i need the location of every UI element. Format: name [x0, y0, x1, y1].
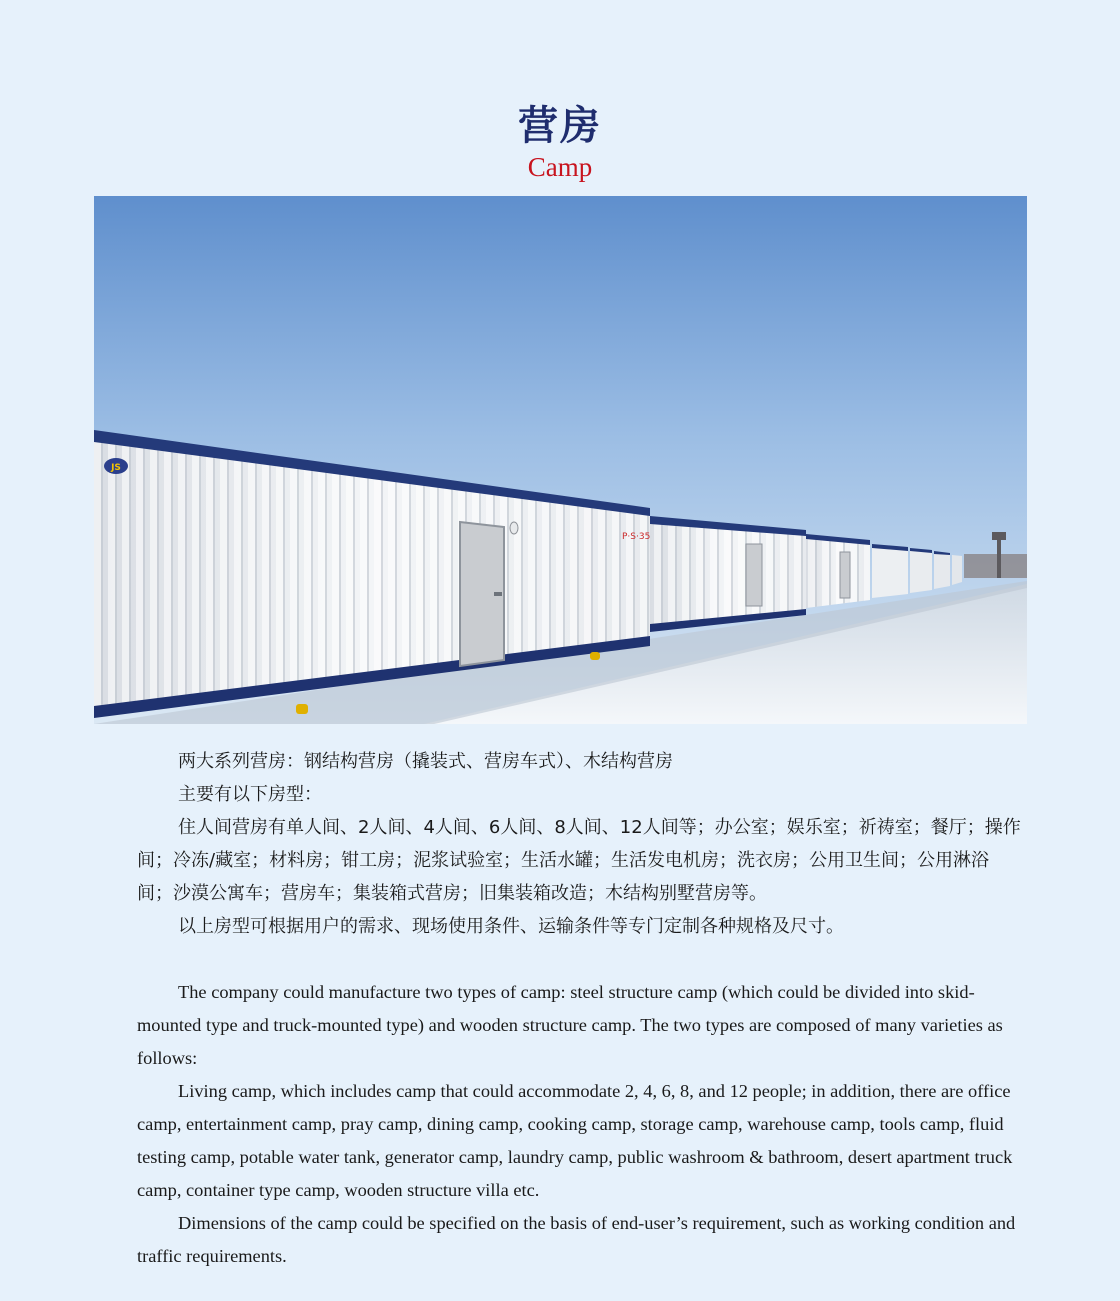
chinese-description — [137, 745, 1022, 943]
camp-photo — [94, 196, 1027, 724]
zh-paragraph-4: 以上房型可根据用户的需求、现场使用条件、运输条件等专门定制各种规格及尺寸。 — [178, 916, 844, 937]
en-paragraph-1: The company could manufacture two types of camp: steel structure camp (which could be divided into skid-mounted type and truck-mounted type) and wooden structure camp. The two types are composed of many varieties as follows: — [137, 982, 1003, 1068]
en-paragraph-2: Living camp, which includes camp that could accommodate 2, 4, 6, 8, and 12 people; in addition, there are office camp, entertainment camp, pray camp, dining camp, cooking camp, storage camp, warehouse camp, tools camp, fluid testing camp, potable water tank, generator camp, laundry camp, public washroom & bathroom, desert apartment truck camp, container type camp, wooden structure villa etc. — [137, 1081, 1013, 1200]
english-description — [137, 976, 1022, 1273]
page-subtitle: Camp — [527, 152, 593, 182]
camp-unit-3 — [806, 534, 870, 608]
camp-unit-4 — [872, 544, 908, 598]
camp-unit-2 — [650, 516, 806, 632]
camp-unit-6 — [934, 551, 950, 589]
zh-paragraph-3: 住人间营房有单人间、2人间、4人间、6人间、8人间、12人间等；办公室；娱乐室；祈祷室；餐厅；操作间；冷冻/藏室；材料房；钳工房；泥浆试验室；生活水罐；生活发电机房；洗衣房；公用卫生间；公用淋浴间；沙漠公寓车；营房车；集装箱式营房；旧集装箱改造；木结构别墅营房等。 — [137, 817, 1021, 904]
page-title: 营房 — [518, 102, 602, 149]
camp-unit-5 — [910, 548, 932, 593]
door-marking: P·S·35 — [622, 532, 651, 542]
en-paragraph-3: Dimensions of the camp could be specified on the basis of end-user’s requirement, such as working condition and traffic requirements. — [137, 1213, 1016, 1266]
logo-text: JS — [111, 463, 121, 473]
zh-paragraph-2: 主要有以下房型： — [178, 784, 322, 805]
zh-paragraph-1: 两大系列营房：钢结构营房（撬装式、营房车式）、木结构营房 — [178, 751, 673, 772]
camp-unit-7 — [952, 555, 962, 585]
